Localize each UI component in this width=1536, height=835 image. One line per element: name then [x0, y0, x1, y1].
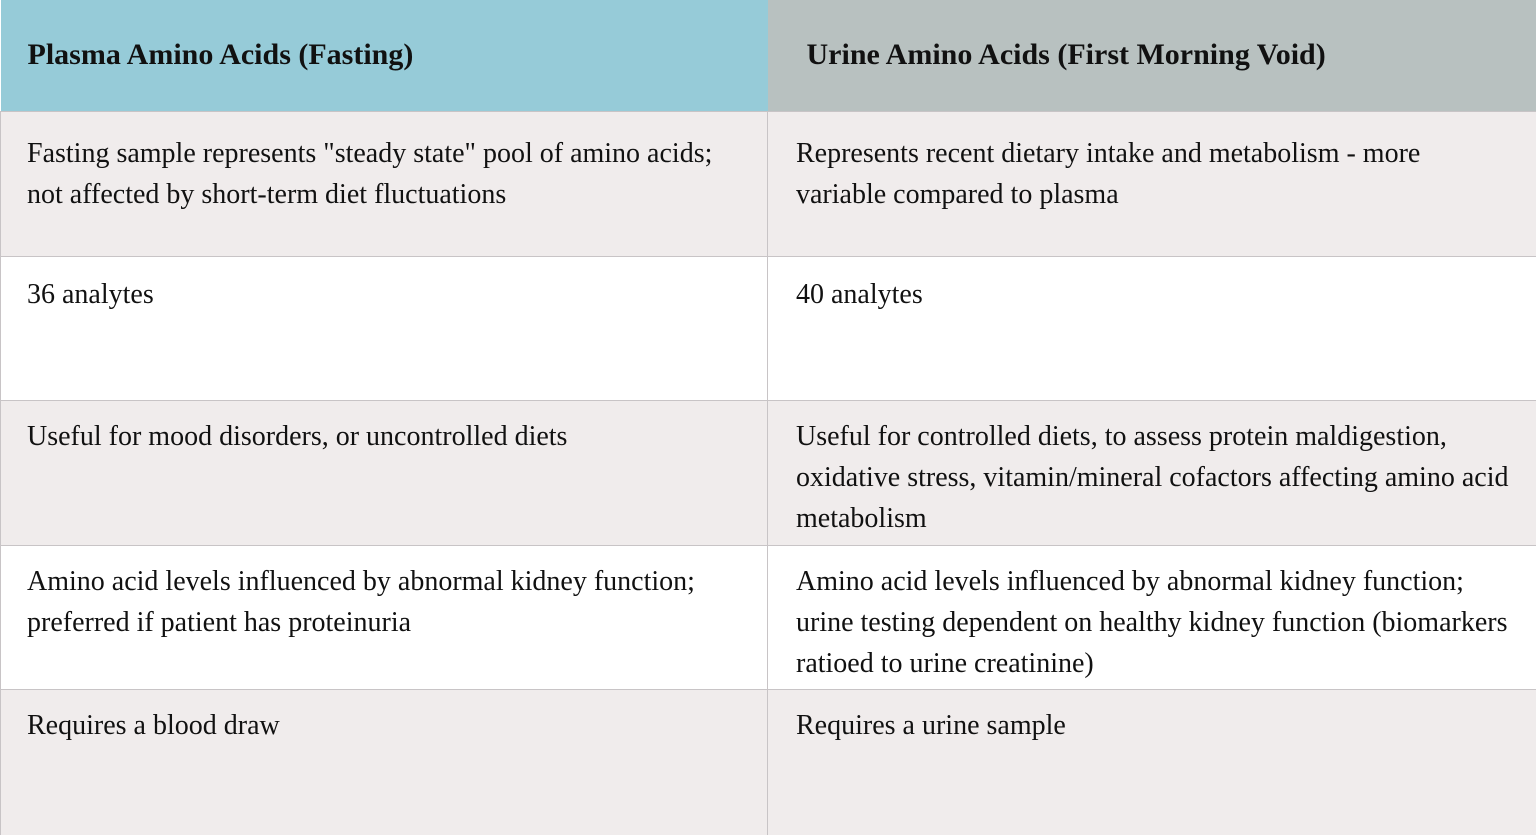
plasma-cell: 36 analytes [1, 256, 768, 400]
table-row [1, 689, 1536, 835]
header-urine-amino-acids: Urine Amino Acids (First Morning Void) [768, 0, 1536, 111]
plasma-cell: Fasting sample represents "steady state" pool of amino acids; not affected by short-term diet fluctuations [1, 111, 768, 256]
table-row [1, 111, 1536, 256]
table-row [1, 400, 1536, 545]
table-row [1, 545, 1536, 689]
plasma-cell: Amino acid levels influenced by abnormal kidney function; preferred if patient has proteinuria [1, 545, 768, 689]
table-row [1, 256, 1536, 400]
urine-cell: Useful for controlled diets, to assess protein maldigestion, oxidative stress, vitamin/mineral cofactors affecting amino acid metabolism [768, 400, 1536, 545]
table-body [1, 111, 1536, 835]
urine-cell: Amino acid levels influenced by abnormal kidney function; urine testing dependent on healthy kidney function (biomarkers ratioed to urine creatinine) [768, 545, 1536, 689]
table-header [1, 0, 1536, 111]
header-plasma-amino-acids: Plasma Amino Acids (Fasting) [1, 0, 768, 111]
plasma-cell: Requires a blood draw [1, 689, 768, 835]
urine-cell: Represents recent dietary intake and metabolism - more variable compared to plasma [768, 111, 1536, 256]
urine-cell: Requires a urine sample [768, 689, 1536, 835]
urine-cell: 40 analytes [768, 256, 1536, 400]
plasma-cell: Useful for mood disorders, or uncontrolled diets [1, 400, 768, 545]
header-row [1, 0, 1536, 111]
